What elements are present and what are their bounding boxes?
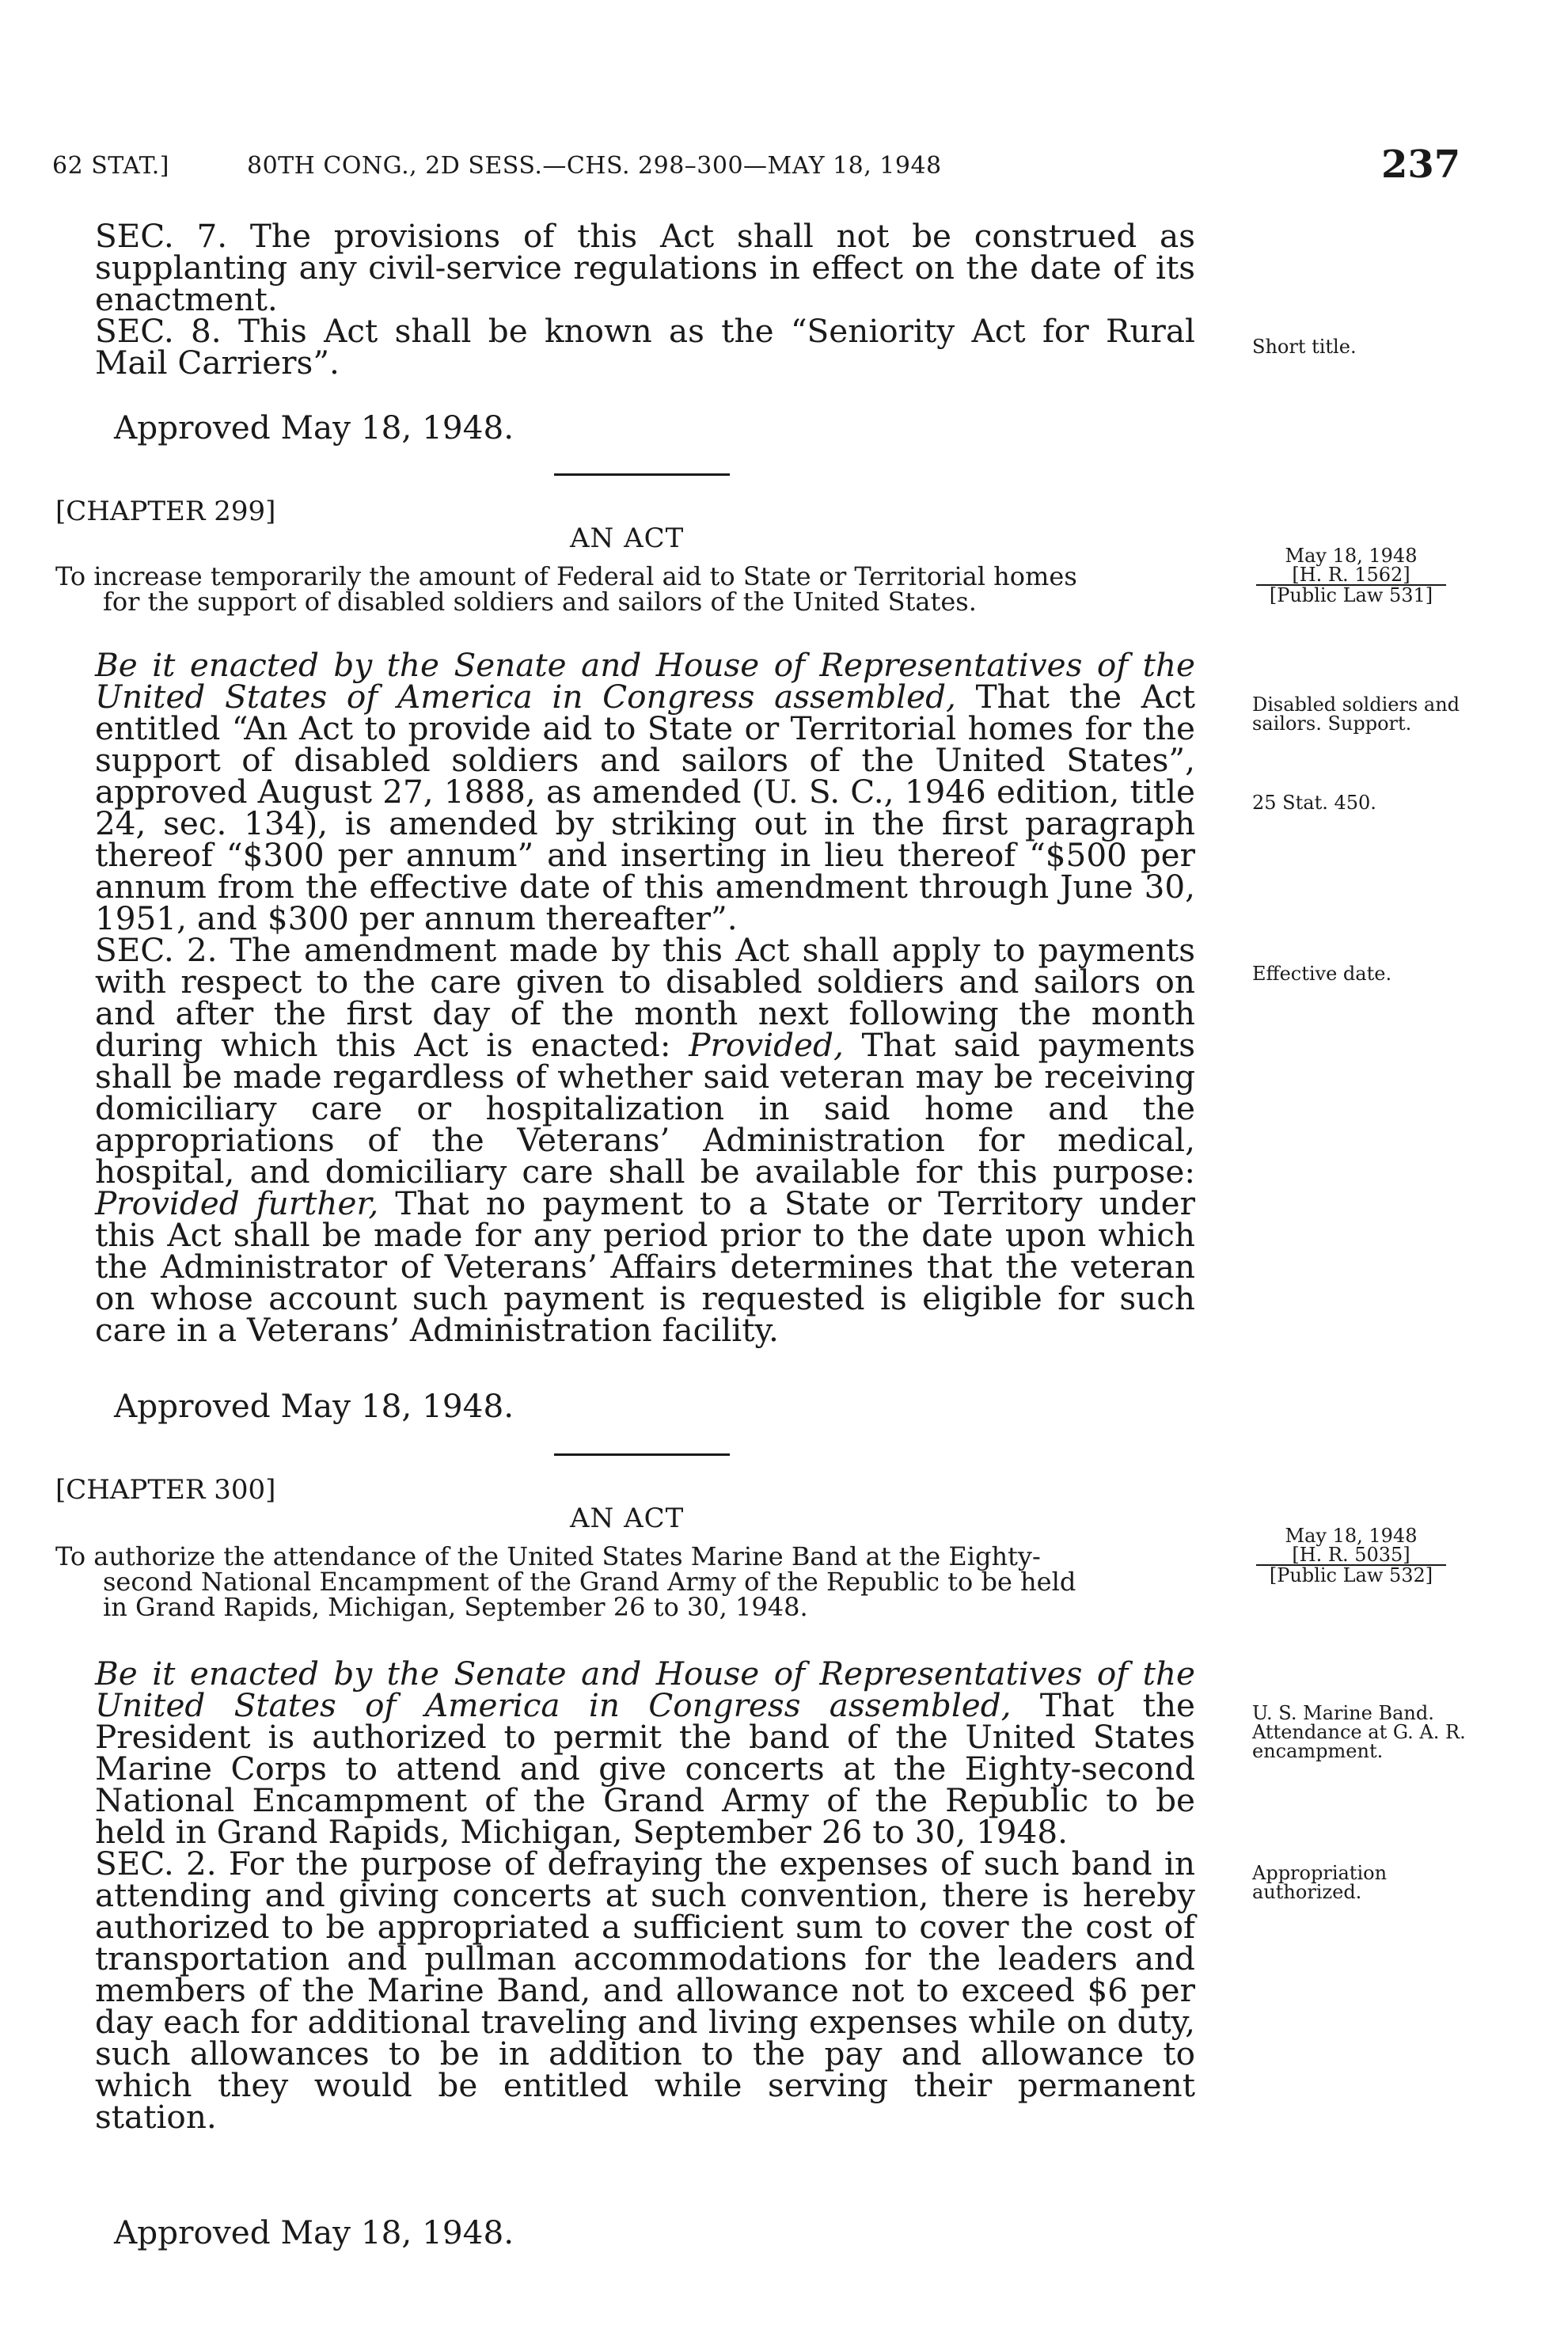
ch298-sec7: SEC. 7. The provisions of this Act shall not be construed as supplanting any civil-service regulations in effect on the date of its enactment.	[95, 217, 1195, 318]
ch299-sec2-c: That no payment to a State or Territory under this Act shall be made for any period prior to the date upon which the Administrator of Veterans’ Affairs determines that the veteran on whose account such payment is requested is eligible for such care in a Veterans’ Administration facility.	[95, 1184, 1195, 1349]
ch298-sec8: SEC. 8. This Act shall be known as the “Seniority Act for Rural Mail Carriers”.	[95, 312, 1195, 382]
ch299-approved: Approved May 18, 1948.	[114, 1387, 514, 1425]
ch299-bill: [H. R. 1562]	[1292, 564, 1410, 586]
ch300-title-line: in Grand Rapids, Michigan, September 26 to 30, 1948.	[103, 1592, 808, 1622]
margin-25-stat: 25 Stat. 450.	[1252, 792, 1376, 814]
ch299-sec2-a: SEC. 2. The amendment made by this Act shall apply to payments with respect to the care given to disabled soldiers and sailors on and after the first day of the month next following the month during which this Act is enacted:	[95, 931, 1195, 1064]
ch299-enacting-italic: Be it enacted by the Senate and House of Representatives of the United States of America in Congress assembled,	[95, 646, 1195, 716]
ch299-body	[95, 646, 1196, 1349]
ch300-an-act: AN ACT	[570, 1503, 685, 1534]
ch300-enacting-italic: Be it enacted by the Senate and House of Representatives of the United States of America in Congress assembled,	[95, 1655, 1195, 1724]
ch300-title	[55, 1541, 1211, 1622]
ch299-public-law: [Public Law 531]	[1269, 584, 1433, 606]
ch300-title-line: To authorize the attendance of the United States Marine Band at the Eighty-	[55, 1541, 1041, 1571]
ch300-sec2: SEC. 2. For the purpose of defraying the expenses of such band in attending and giving concerts at such convention, there is hereby authorized to be appropriated a sufficient sum to cover the cost of transportation and pullman accommodations for the leaders and members of the Marine Band, and allowance not to exceed $6 per day each for additional traveling and living expenses while on duty, such allowances to be in addition to the pay and allowance to which they would be entitled while serving their permanent station.	[95, 1845, 1195, 2136]
margin-marine-band: U. S. Marine Band. Attendance at G. A. R. encampment.	[1252, 1702, 1466, 1762]
ch299-title-line: To increase temporarily the amount of Federal aid to State or Territorial homes	[55, 561, 1077, 591]
ch300-bill: [H. R. 5035]	[1292, 1544, 1410, 1566]
ch299-sec2-b: That said payments shall be made regardless of whether said veteran may be receiving domiciliary care or hospitalization in said home and the appropriations of the Veterans’ Administration for medical, hospital, and domiciliary care shall be available for this purpose:	[95, 1026, 1195, 1191]
ch300-date: May 18, 1948	[1285, 1525, 1418, 1547]
ch299-enacting-rest: That the Act entitled “An Act to provide aid to State or Territorial homes for the support of disabled soldiers and sailors of the United States”, approved August 27, 1888, as amended (U. S. C., 1946 edition, title 24, sec. 134), is amended by striking out in the first paragraph thereof “$300 per annum” and inserting in lieu thereof “$500 per annum from the effective date of this amendment through June 30, 1951, and $300 per annum thereafter”.	[95, 678, 1196, 937]
ch300-enacting-rest: That the President is authorized to permit the band of the United States Marine Corps to attend and give concerts at the Eighty-second National Encampment of the Grand Army of the Republic to be held in Grand Rapids, Michigan, September 26 to 30, 1948.	[95, 1686, 1196, 1851]
ch299-sec2	[95, 931, 1195, 1349]
ch300-heading: [CHAPTER 300]	[55, 1474, 276, 1506]
section-rule	[554, 473, 730, 476]
ch298-approved: Approved May 18, 1948.	[114, 408, 514, 446]
ch299-title	[55, 561, 1211, 617]
ch299-enacting-clause	[95, 646, 1196, 937]
margin-appropriation: Appropriation authorized.	[1252, 1862, 1388, 1903]
ch299-an-act: AN ACT	[570, 522, 685, 554]
ch300-date-block	[1252, 1526, 1450, 1585]
ch300-enacting-clause	[95, 1655, 1196, 1851]
ch299-date: May 18, 1948	[1285, 545, 1418, 567]
ch300-public-law: [Public Law 532]	[1269, 1564, 1433, 1586]
ch299-sec2-provided-further: Provided further,	[95, 1184, 379, 1222]
ch299-title-line: for the support of disabled soldiers and sailors of the United States.	[103, 587, 977, 617]
running-head-volume: 62 STAT.]	[52, 152, 169, 180]
page-number: 237	[1381, 142, 1461, 187]
margin-disabled-soldiers: Disabled soldiers and sailors. Support.	[1252, 693, 1460, 735]
ch299-sec2-provided: Provided,	[689, 1026, 844, 1064]
ch300-title-line: second National Encampment of the Grand Army of the Republic to be held	[103, 1567, 1076, 1597]
section-rule	[554, 1453, 730, 1456]
ch298-sections	[95, 217, 1195, 382]
running-head-session: 80TH CONG., 2D SESS.—CHS. 298–300—MAY 18, 1948	[247, 152, 942, 180]
ch299-date-block	[1252, 546, 1450, 605]
ch300-body	[95, 1655, 1196, 2136]
margin-short-title: Short title.	[1252, 336, 1357, 358]
margin-effective-date: Effective date.	[1252, 963, 1392, 985]
ch299-heading: [CHAPTER 299]	[55, 496, 276, 527]
ch300-approved: Approved May 18, 1948.	[114, 2213, 514, 2251]
